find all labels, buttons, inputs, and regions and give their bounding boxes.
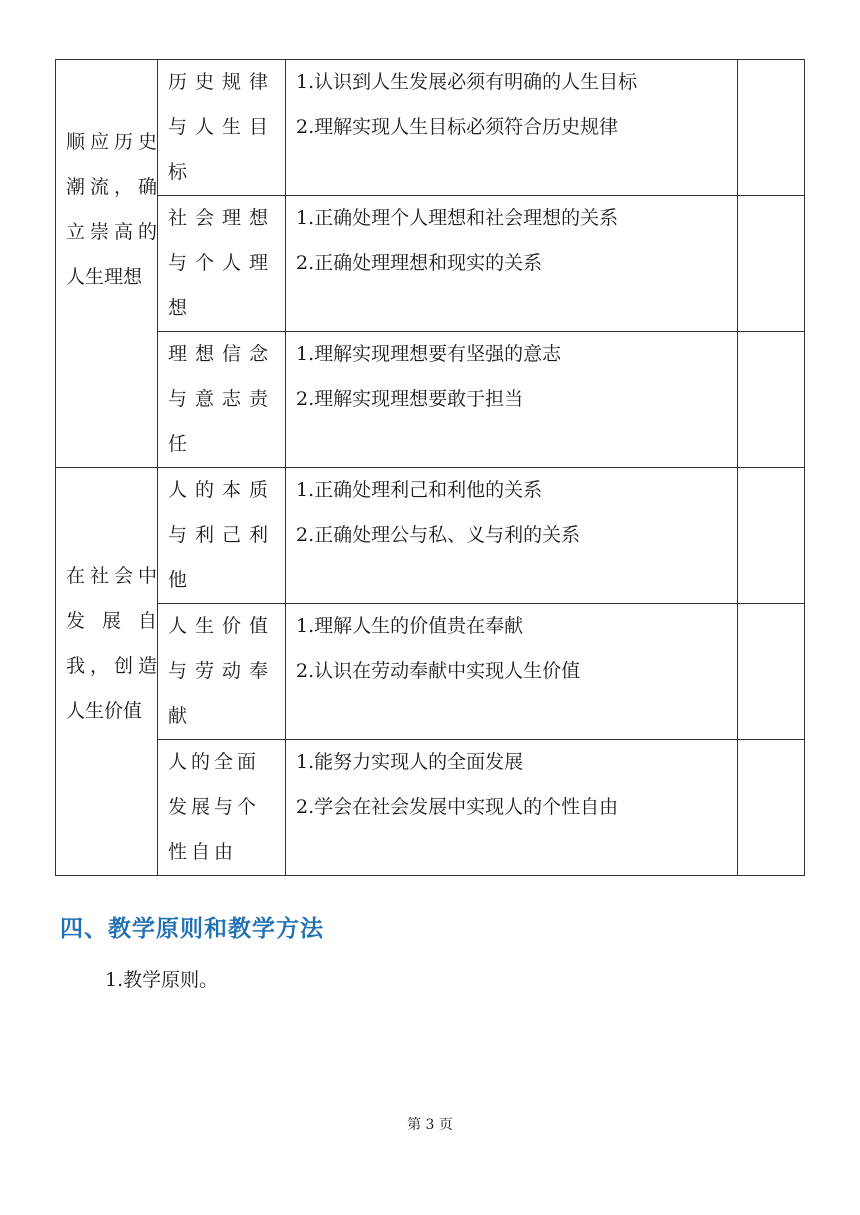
topic-cell	[158, 196, 286, 332]
topic-name: 社会理想与个人理想	[168, 207, 277, 319]
blank-cell	[738, 740, 805, 876]
requirements-cell	[286, 60, 738, 196]
requirement-item: 2.学会在社会发展中实现人的个性自由	[296, 796, 619, 818]
syllabus-table	[55, 59, 805, 876]
table-row	[56, 604, 805, 740]
topic-name: 人生价值与劳动奉献	[168, 615, 277, 727]
requirement-item: 1.能努力实现人的全面发展	[296, 751, 524, 773]
blank-cell	[738, 196, 805, 332]
requirement-item: 2.正确处理公与私、义与利的关系	[296, 524, 581, 546]
topic-name: 人的全面发展与个性自由	[168, 751, 261, 863]
requirements-cell	[286, 196, 738, 332]
requirement-item: 1.认识到人生发展必须有明确的人生目标	[296, 71, 638, 93]
topic-name: 理想信念与意志责任	[168, 343, 277, 455]
requirement-item: 1.正确处理利己和利他的关系	[296, 479, 543, 501]
blank-cell	[738, 468, 805, 604]
table-row	[56, 740, 805, 876]
unit-title: 在社会中发展自我，创造人生价值	[66, 565, 157, 722]
page-number: 第 3 页	[407, 1117, 453, 1133]
section-subitem: 1.教学原则。	[105, 969, 219, 991]
unit-title: 顺应历史潮流，确立崇高的人生理想	[66, 131, 157, 288]
topic-cell	[158, 604, 286, 740]
table-row	[56, 60, 805, 196]
table-row	[56, 196, 805, 332]
requirements-cell	[286, 740, 738, 876]
topic-cell	[158, 740, 286, 876]
topic-cell	[158, 468, 286, 604]
blank-cell	[738, 60, 805, 196]
requirement-item: 2.正确处理理想和现实的关系	[296, 252, 543, 274]
table-row	[56, 332, 805, 468]
requirements-cell	[286, 468, 738, 604]
requirement-item: 2.认识在劳动奉献中实现人生价值	[296, 660, 581, 682]
topic-name: 历史规律与人生目标	[168, 71, 277, 183]
topic-name: 人的本质与利己利他	[168, 479, 277, 591]
requirements-cell	[286, 332, 738, 468]
topic-cell	[158, 332, 286, 468]
blank-cell	[738, 604, 805, 740]
requirement-item: 1.正确处理个人理想和社会理想的关系	[296, 207, 619, 229]
section-heading: 四、教学原则和教学方法	[60, 916, 324, 942]
topic-cell	[158, 60, 286, 196]
blank-cell	[738, 332, 805, 468]
requirement-item: 1.理解实现理想要有坚强的意志	[296, 343, 562, 365]
requirement-item: 2.理解实现理想要敢于担当	[296, 388, 524, 410]
unit-cell	[56, 60, 158, 468]
table-row	[56, 468, 805, 604]
requirements-cell	[286, 604, 738, 740]
requirement-item: 2.理解实现人生目标必须符合历史规律	[296, 116, 619, 138]
requirement-item: 1.理解人生的价值贵在奉献	[296, 615, 524, 637]
unit-cell	[56, 468, 158, 876]
